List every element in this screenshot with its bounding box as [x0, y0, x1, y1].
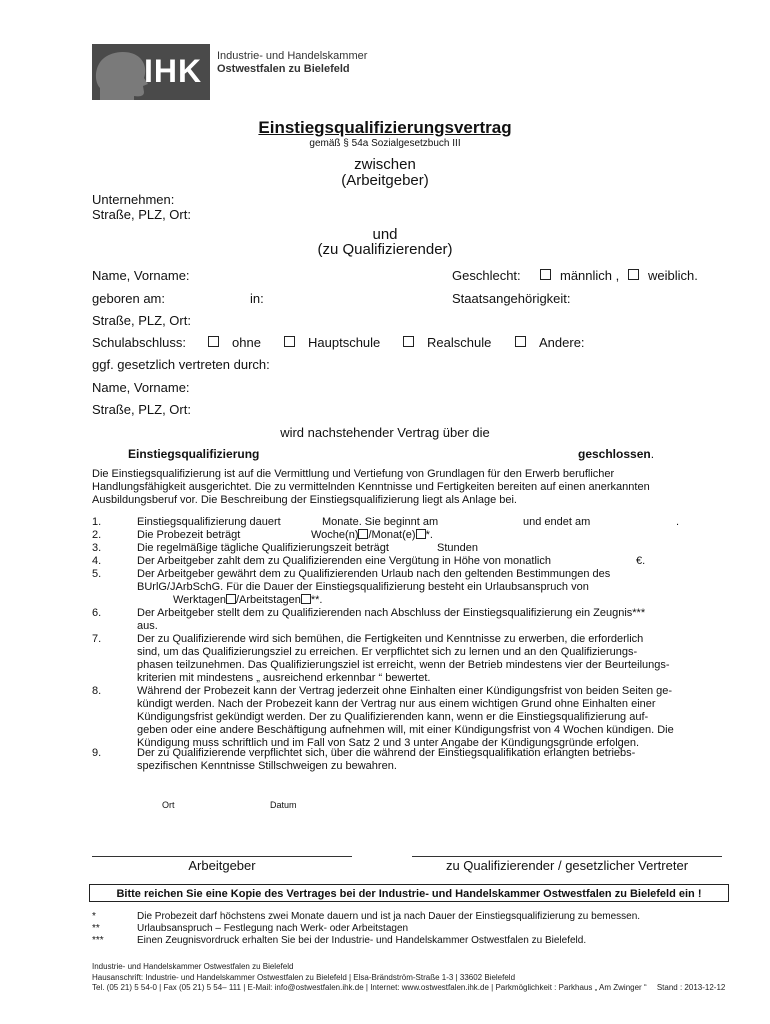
- item-number: 6.: [92, 607, 102, 619]
- page-title: Einstiegsqualifizierungsvertrag: [258, 118, 512, 137]
- male-label: männlich ,: [560, 268, 620, 283]
- contract-intro: wird nachstehender Vertrag über die: [280, 425, 490, 440]
- item-6-line: aus.: [137, 620, 158, 632]
- item-5-line: Der Arbeitgeber gewährt dem zu Qualifizierenden Urlaub nach den geltenden Bestimmungen des: [137, 568, 611, 580]
- logo-line-2: Ostwestfalen zu Bielefeld: [217, 63, 350, 75]
- businessdays-checkbox[interactable]: [301, 594, 311, 604]
- submission-notice: [89, 884, 729, 902]
- item-number: 9.: [92, 747, 102, 759]
- school-none-checkbox[interactable]: [208, 336, 219, 347]
- item-5-days: [173, 594, 322, 606]
- item-7-line: Der zu Qualifizierende wird sich bemühen, die Fertigkeiten und Kenntnisse zu erwerben, die erforderlich: [137, 633, 644, 645]
- item-3-unit: Stunden: [437, 542, 478, 554]
- school-hauptschule-label: Hauptschule: [308, 335, 381, 350]
- item-5-line: BUrlG/JArbSchG. Für die Dauer der Einstiegsqualifizierung besteht ein Urlaubsanspruch von: [137, 581, 589, 593]
- item-2-mark: *.: [425, 529, 433, 541]
- footer-contact: Tel. (05 21) 5 54-0 | Fax (05 21) 5 54– 111 | E-Mail: info@ostwestfalen.ihk.de | Internet: www.ostwestfalen.ihk.de | Parkmöglichkeit : Parkhaus „ Am Zwinger “: [92, 983, 647, 992]
- item-number: 7.: [92, 633, 102, 645]
- school-realschule-checkbox[interactable]: [403, 336, 414, 347]
- concluded-dot: .: [650, 447, 655, 461]
- businessdays-label: /Arbeitstagen: [236, 594, 301, 606]
- logo-mark: IHK: [144, 53, 203, 89]
- footnote-mark: ***: [92, 935, 104, 946]
- trainee-name-label: Name, Vorname:: [92, 268, 190, 283]
- intro-line: Ausbildungsberuf vor. Die Beschreibung der Einstiegsqualifizierung liegt als Anlage bei.: [92, 494, 517, 506]
- footnote-mark: *: [92, 911, 96, 922]
- representative-label: ggf. gesetzlich vertreten durch:: [92, 357, 270, 372]
- item-1-end: und endet am: [523, 516, 591, 528]
- weeks-label: Woche(n): [311, 529, 359, 541]
- footer-line-1: Industrie- und Handelskammer Ostwestfalen zu Bielefeld: [92, 962, 294, 971]
- page-subtitle: gemäß § 54a Sozialgesetzbuch III: [309, 138, 461, 149]
- item-8-line: kündigt werden. Nach der Probezeit kann der Vertrag nur aus einem wichtigen Grund ohne Einhalten einer: [137, 698, 656, 710]
- item-number: 1.: [92, 516, 102, 528]
- intro-paragraph: [92, 468, 650, 507]
- item-9-line: spezifischen Kenntnisse Stillschweigen zu bewahren.: [137, 760, 397, 772]
- months-label: /Monat(e): [368, 529, 416, 541]
- company-name-label: Unternehmen:: [92, 192, 175, 207]
- workdays-checkbox[interactable]: [226, 594, 236, 604]
- employer-signature-label: Arbeitgeber: [188, 858, 256, 873]
- birthplace-label: in:: [250, 291, 264, 306]
- school-label: Schulabschluss:: [92, 335, 186, 350]
- rep-address-label: Straße, PLZ, Ort:: [92, 402, 191, 417]
- item-number: 4.: [92, 555, 102, 567]
- concluded-label: [578, 447, 654, 461]
- school-realschule-label: Realschule: [427, 335, 492, 350]
- female-label: weiblich.: [648, 268, 698, 283]
- footnote-text: Die Probezeit darf höchstens zwei Monate dauern und ist ja nach Dauer der Einstiegsqualifizierung zu bemessen.: [137, 911, 641, 922]
- concluded-word: geschlossen: [578, 447, 651, 461]
- months-checkbox[interactable]: [416, 529, 426, 539]
- date-label: Datum: [270, 800, 297, 810]
- between-label: zwischen: [354, 156, 416, 173]
- item-number: 2.: [92, 529, 102, 541]
- logo-line-1: Industrie- und Handelskammer: [217, 50, 368, 62]
- school-other-label: Andere:: [539, 335, 585, 350]
- item-3-hours: Die regelmäßige tägliche Qualifizierungszeit beträgt: [137, 542, 389, 554]
- item-8-line: Kündigung muss schriftlich und im Fall von Satz 2 und 3 unter Angabe der Kündigungsgründe erfolgen.: [137, 737, 640, 749]
- submission-notice-text: Bitte reichen Sie eine Kopie des Vertrages bei der Industrie- und Handelskammer Ostwestfalen zu Bielefeld ein !: [116, 888, 702, 900]
- place-label: Ort: [162, 800, 175, 810]
- item-6-line: Der Arbeitgeber stellt dem zu Qualifizierenden nach Abschluss der Einstiegsqualifizierung ein Zeugnis***: [137, 607, 646, 619]
- item-1-dot: .: [676, 516, 680, 528]
- ihk-logo: [92, 44, 210, 100]
- item-number: 5.: [92, 568, 102, 580]
- logo-text: [217, 50, 367, 76]
- male-checkbox[interactable]: [540, 269, 551, 280]
- footnote-mark: **: [92, 923, 100, 934]
- workdays-label: Werktagen: [173, 594, 226, 606]
- footer: [92, 962, 725, 994]
- footnote-text: Einen Zeugnisvordruck erhalten Sie bei der Industrie- und Handelskammer Ostwestfalen zu Bielefeld.: [137, 935, 587, 946]
- item-1-start: Monate. Sie beginnt am: [322, 516, 439, 528]
- item-5-mark: **.: [310, 594, 323, 606]
- footer-stand: Stand : 2013-12-12: [656, 983, 726, 992]
- rep-name-label: Name, Vorname:: [92, 380, 190, 395]
- item-number: 3.: [92, 542, 102, 554]
- item-7-line: phasen teilzunehmen. Das Qualifizierungsziel ist erreicht, wenn der Betrieb mindestens vier der Beurteilungs-: [137, 659, 670, 671]
- and-label: und: [372, 226, 398, 243]
- item-7-line: kriterien mit mindestens „ ausreichend erkennbar “ bewertet.: [137, 672, 431, 684]
- trainee-label: (zu Qualifizierender): [317, 241, 453, 258]
- school-other-checkbox[interactable]: [515, 336, 526, 347]
- trainee-signature-line[interactable]: [412, 856, 722, 857]
- item-8-line: geben oder eine andere Beschäftigung aufnehmen will, mit einer Kündigungsfrist von 4 Wochen kündigen. Die: [137, 724, 674, 736]
- trainee-signature-label: zu Qualifizierender / gesetzlicher Vertreter: [445, 858, 689, 873]
- school-none-label: ohne: [232, 335, 261, 350]
- item-8-line: Kündigungsfrist gekündigt werden. Der zu Qualifizierenden kann, wenn er die Einstiegsqualifizierung auf-: [137, 711, 649, 723]
- employer-label: (Arbeitgeber): [341, 172, 429, 189]
- item-number: 8.: [92, 685, 102, 697]
- gender-label: Geschlecht:: [452, 268, 521, 283]
- born-label: geboren am:: [92, 291, 165, 306]
- employer-signature-line[interactable]: [92, 856, 352, 857]
- footer-line-3: [92, 983, 725, 994]
- school-hauptschule-checkbox[interactable]: [284, 336, 295, 347]
- nationality-label: Staatsangehörigkeit:: [452, 291, 571, 306]
- footnote-text: Urlaubsanspruch – Festlegung nach Werk- oder Arbeitstagen: [137, 923, 409, 934]
- trainee-address-label: Straße, PLZ, Ort:: [92, 313, 191, 328]
- item-1-duration: Einstiegsqualifizierung dauert: [137, 516, 281, 528]
- intro-line: Handlungsfähigkeit ausgerichtet. Die zu vermittelnden Kenntnisse und Fertigkeiten bereiten auf einen anerkannten: [92, 481, 650, 493]
- item-4-currency: €.: [636, 555, 646, 567]
- intro-line: Die Einstiegsqualifizierung ist auf die Vermittlung und Vertiefung von Grundlagen für den Erwerb beruflicher: [92, 468, 615, 480]
- company-address-label: Straße, PLZ, Ort:: [92, 207, 191, 222]
- item-2-weeks: [311, 529, 433, 541]
- item-4-pay: Der Arbeitgeber zahlt dem zu Qualifizierenden eine Vergütung in Höhe von monatlich: [137, 555, 551, 567]
- item-8-line: Während der Probezeit kann der Vertrag jederzeit ohne Einhalten einer Kündigungsfrist von beiden Seiten ge-: [137, 685, 673, 697]
- item-9-line: Der zu Qualifizierende verpflichtet sich, über die während der Einstiegsqualifikation erlangten betriebs-: [137, 747, 636, 759]
- item-7-line: sind, um das Qualifizierungsziel zu erreichen. Er verpflichtet sich zu lernen und an den Qualifizierungs-: [137, 646, 638, 658]
- eq-label: Einstiegsqualifizierung: [128, 447, 260, 461]
- footer-line-2: Hausanschrift: Industrie- und Handelskammer Ostwestfalen zu Bielefeld | Elsa-Brändström-Straße 1-3 | 33602 Bielefeld: [92, 972, 516, 982]
- weeks-checkbox[interactable]: [358, 529, 368, 539]
- female-checkbox[interactable]: [628, 269, 639, 280]
- item-2-probation: Die Probezeit beträgt: [137, 529, 241, 541]
